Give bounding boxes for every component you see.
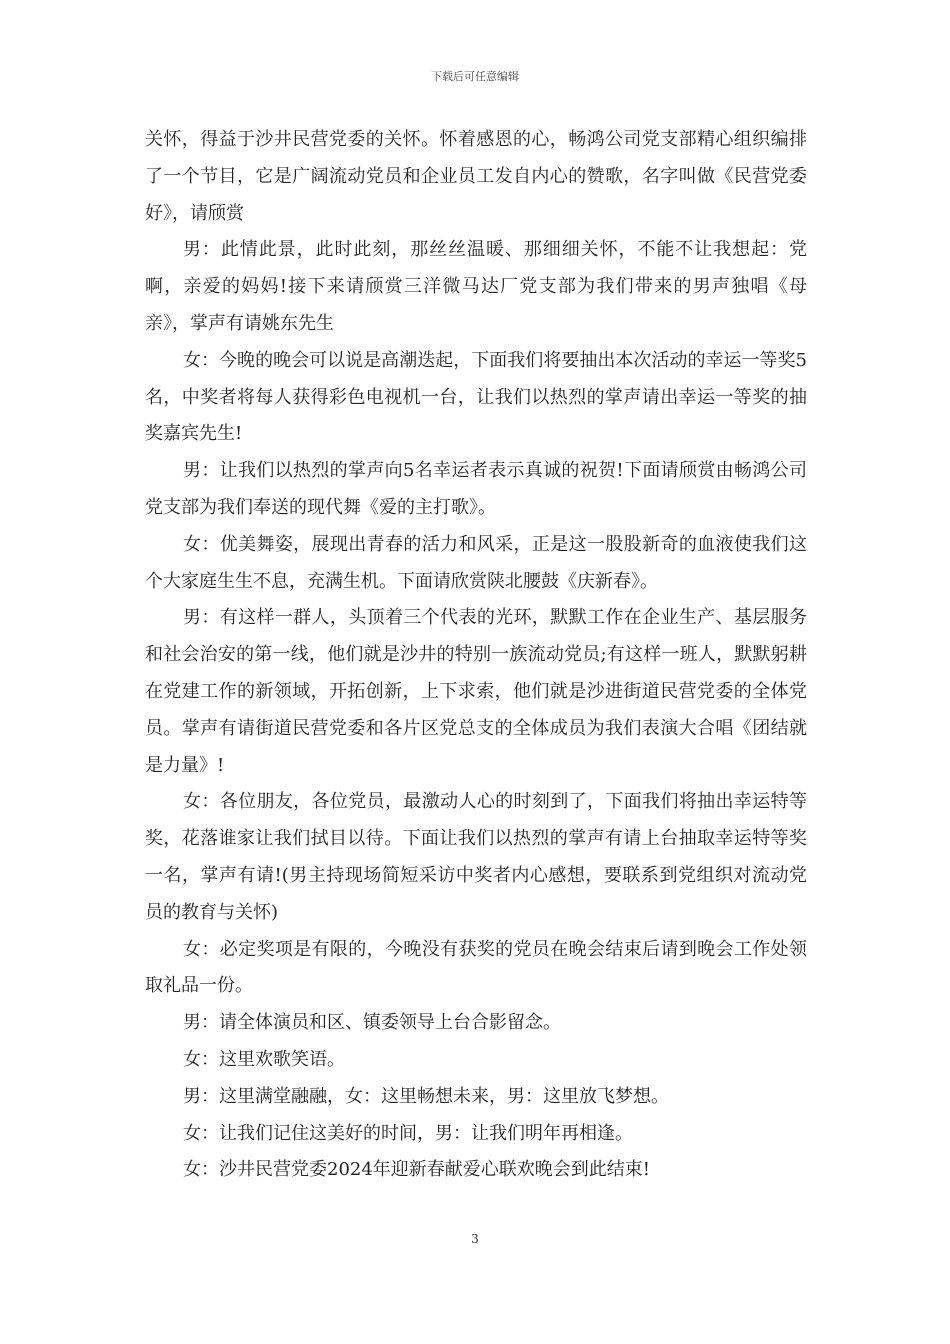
paragraph: 男：请全体演员和区、镇委领导上台合影留念。 [183, 1012, 561, 1034]
paragraph: 女：必定奖项是有限的，今晚没有获奖的党员在晚会结束后请到晚会工作处领取礼品一份。 [145, 938, 807, 997]
page-number: 3 [471, 1232, 479, 1246]
paragraph: 女：优美舞姿，展现出青春的活力和风采，正是这一股股新奇的血液使我们这个大家庭生生不息，充满生机。下面请欣赏陕北腰鼓《庆新春》。 [145, 533, 807, 592]
paragraph: 男：让我们以热烈的掌声向5名幸运者表示真诚的祝贺!下面请颀赏由畅鸿公司党支部为我们奉送的现代舞《爱的主打歌》。 [145, 460, 807, 518]
paragraph: 女：今晚的晚会可以说是高潮迭起，下面我们将要抽出本次活动的幸运一等奖5名，中奖者将每人获得彩色电视机一台，让我们以热烈的掌声请出幸运一等奖的抽奖嘉宾先生! [145, 349, 807, 445]
paragraph: 关怀，得益于沙井民营党委的关怀。怀着感恩的心，畅鸿公司党支部精心组织编排了一个节目，它是广阔流动党员和企业员工发自内心的赞歌，名字叫做《民营党委好》，请颀赏 [145, 129, 807, 224]
page-header-note: 下载后可任意编辑 [431, 70, 519, 83]
paragraph: 女：沙井民营党委2024年迎新春献爱心联欢晚会到此结束! [183, 1159, 651, 1181]
paragraph: 女：各位朋友，各位党员，最激动人心的时刻到了，下面我们将抽出幸运特等奖，花落谁家让我们拭目以待。下面让我们以热烈的掌声有请上台抽取幸运特等奖一名，掌声有请!(男主持现场简短采访中奖者内心感想，要联系到党组织对流动党员的教育与关怀) [145, 791, 807, 923]
paragraph: 男：有这样一群人，头顶着三个代表的光环，默默工作在企业生产、基层服务和社会治安的第一线，他们就是沙井的特别一族流动党员;有这样一班人，默默躬耕在党建工作的新领域，开拓创新，上下求索，他们就是沙进街道民营党委的全体党员。掌声有请街道民营党委和各片区党总支的全体成员为我们表演大合唱《团结就是力量》! [145, 607, 807, 776]
paragraph: 男：这里满堂融融，女：这里畅想未来，男：这里放飞梦想。 [183, 1085, 669, 1107]
paragraph: 男：此情此景，此时此刻，那丝丝温暖、那细细关怀，不能不让我想起：党啊，亲爱的妈妈!接下来请颀赏三洋微马达厂党支部为我们带来的男声独唱《母亲》，掌声有请姚东先生 [145, 239, 807, 334]
paragraph: 女：让我们记住这美好的时间，男：让我们明年再相逢。 [183, 1122, 633, 1144]
document-body [145, 122, 807, 1189]
paragraph: 女：这里欢歌笑语。 [183, 1048, 345, 1070]
